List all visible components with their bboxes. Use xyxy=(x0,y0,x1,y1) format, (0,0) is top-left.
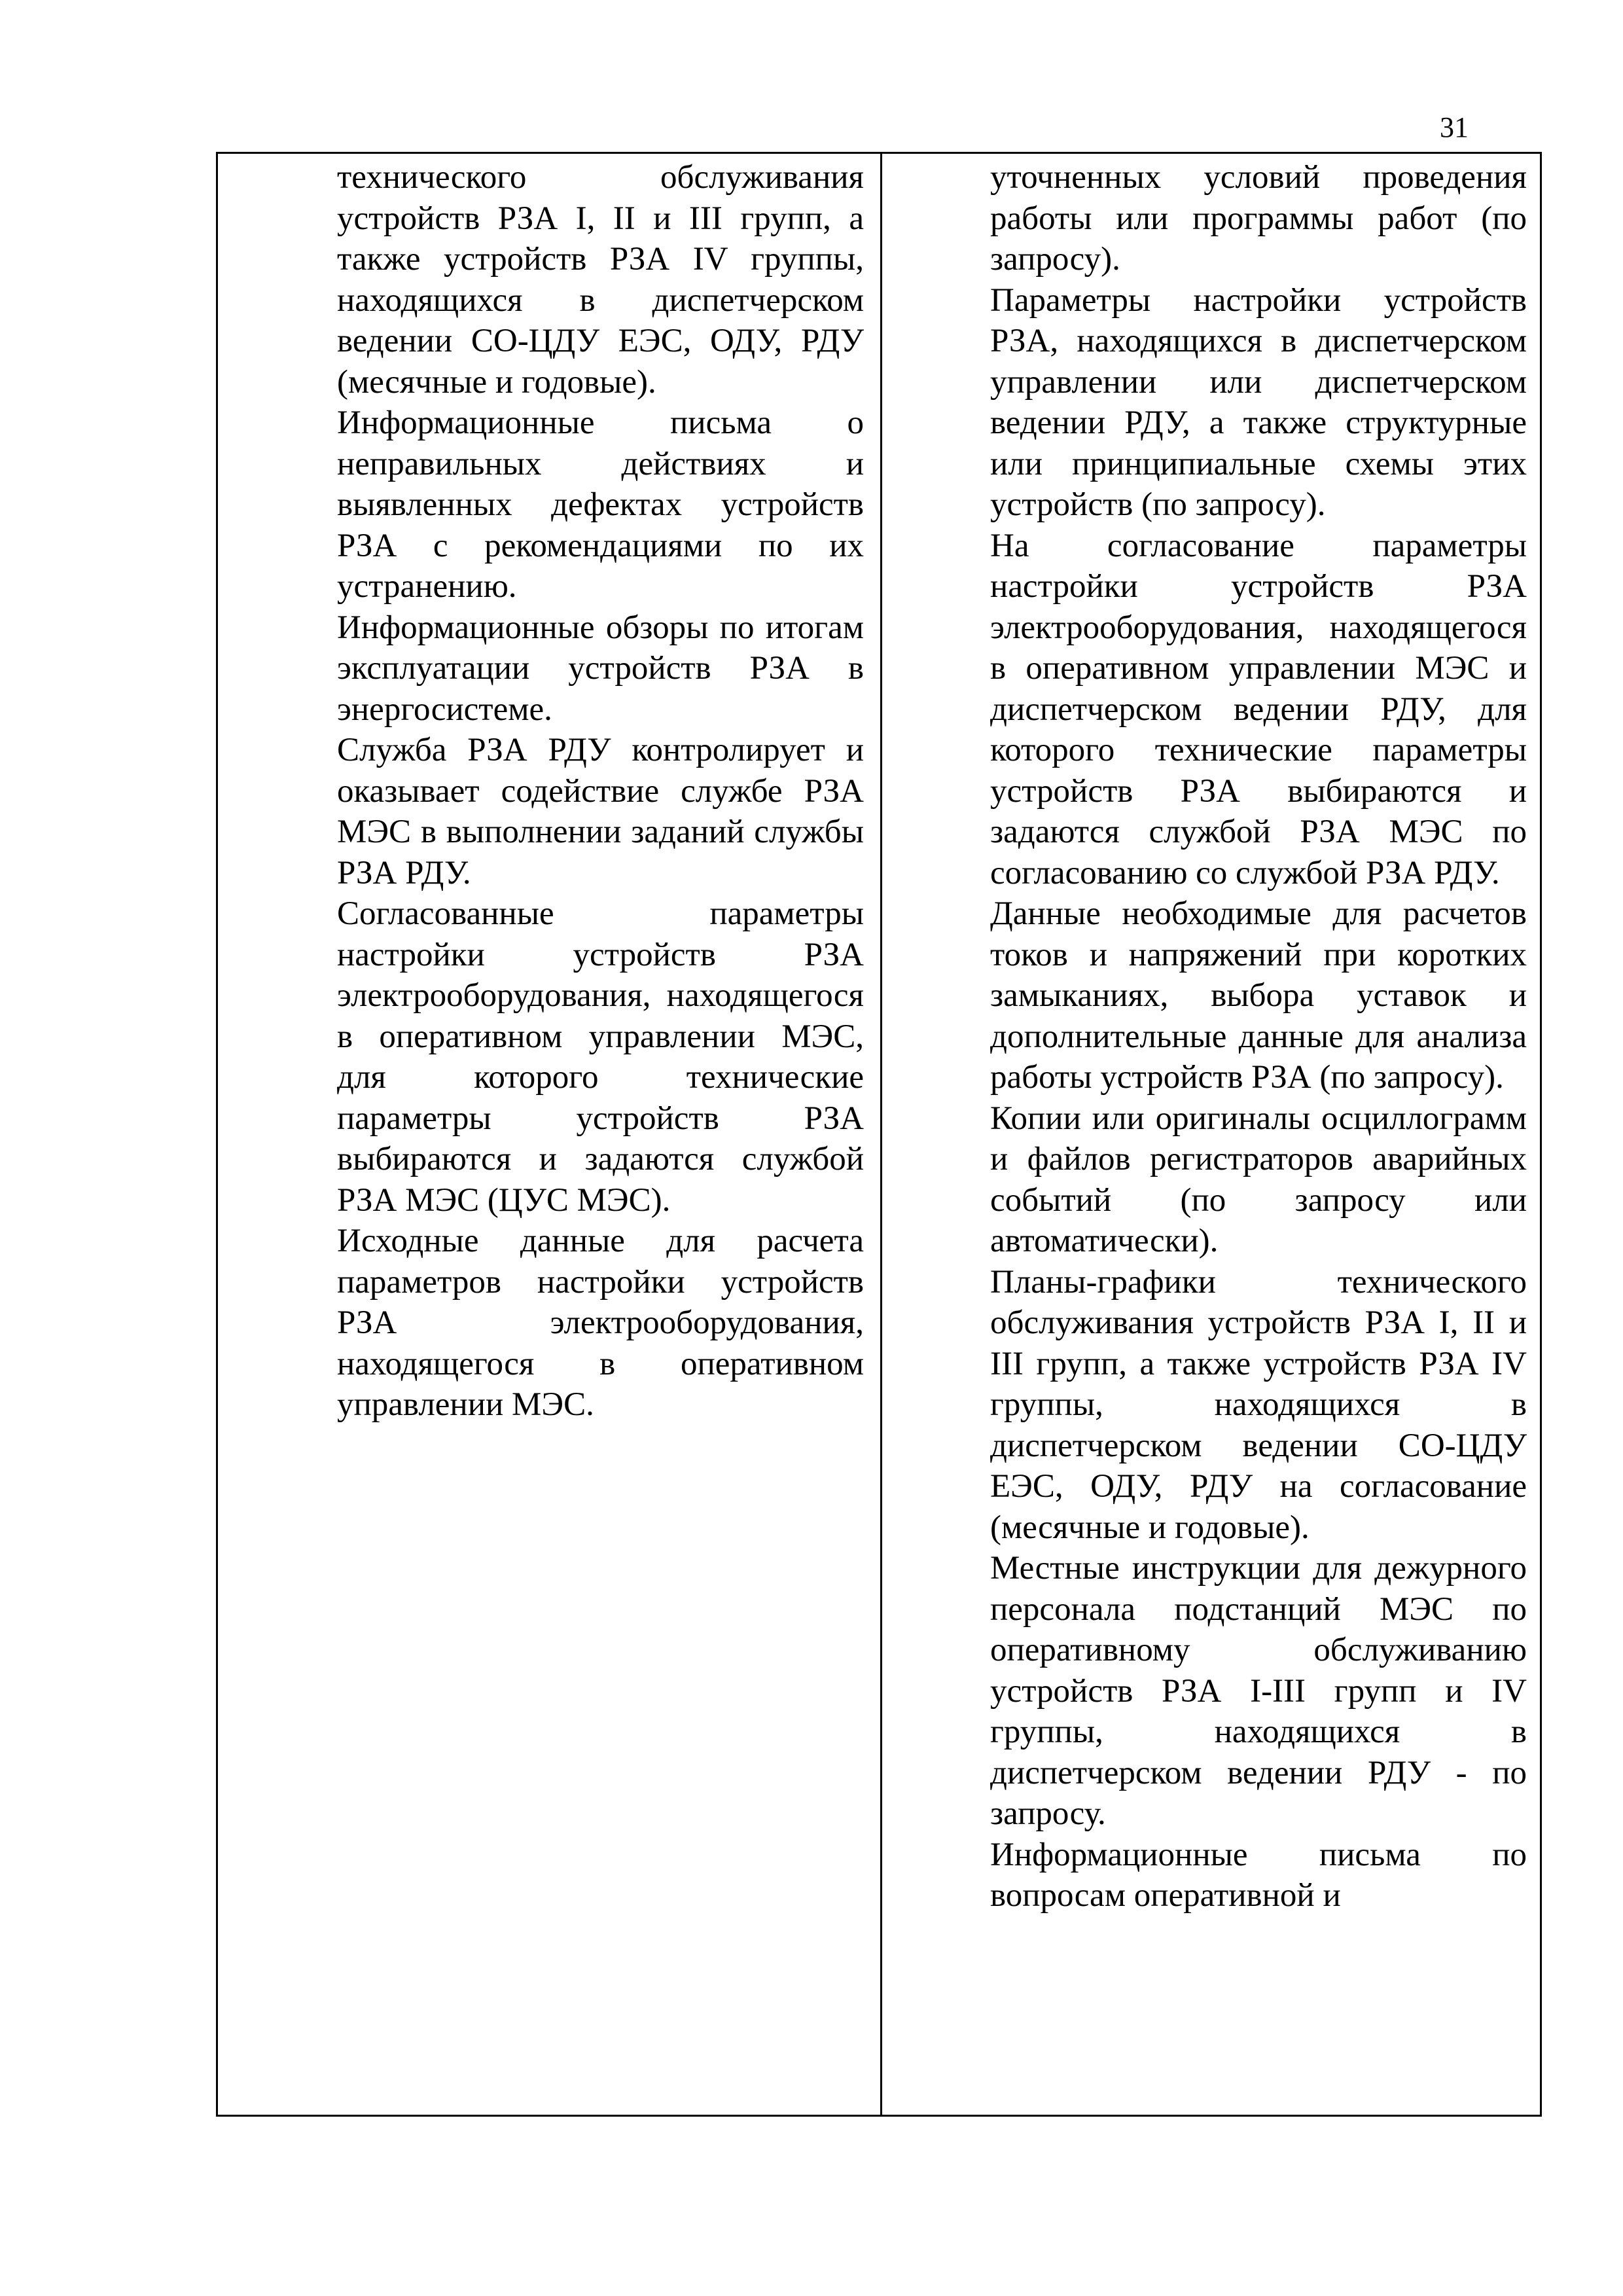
right-paragraph: Параметры настройки устройств РЗА, находящихся в диспетчерском управлении или диспетчерском ведении РДУ, а также структурные или принципиальные схемы этих устройств (по запросу). xyxy=(990,281,1527,523)
right-paragraph: Планы-графики технического обслуживания устройств РЗА I, II и III групп, а также устройств РЗА IV группы, находящихся в диспетчерском ведении СО-ЦДУ ЕЭС, ОДУ, РДУ на согласование (месячные и годовые). xyxy=(990,1263,1527,1546)
right-paragraph: Данные необходимые для расчетов токов и напряжений при коротких замыканиях, выбора уставок и дополнительные данные для анализа работы устройств РЗА (по запросу). xyxy=(990,895,1527,1096)
column-divider xyxy=(880,154,882,2115)
right-paragraph: уточненных условий проведения работы или программы работ (по запросу). xyxy=(990,159,1527,278)
right-paragraph: На согласование параметры настройки устройств РЗА электрооборудования, находящегося в оперативном управлении МЭС и диспетчерском ведении РДУ, для которого технические параметры устройств РЗА выбираются и задаются службой РЗА МЭС по согласованию со службой РЗА РДУ. xyxy=(990,527,1527,891)
left-paragraph: Исходные данные для расчета параметров настройки устройств РЗА электрооборудования, находящегося в оперативном управлении МЭС. xyxy=(337,1223,864,1423)
right-paragraph: Копии или оригиналы осциллограмм и файлов регистраторов аварийных событий (по запросу или автоматически). xyxy=(990,1100,1527,1259)
page-number: 31 xyxy=(1440,111,1469,143)
left-paragraph: Информационные обзоры по итогам эксплуатации устройств РЗА в энергосистеме. xyxy=(337,609,864,728)
left-paragraph: Служба РЗА РДУ контролирует и оказывает содействие службе РЗА МЭС в выполнении заданий службы РЗА РДУ. xyxy=(337,732,864,891)
right-paragraph: Местные инструкции для дежурного персонала подстанций МЭС по оперативному обслуживанию устройств РЗА I-III групп и IV группы, находящихся в диспетчерском ведении РДУ - по запросу. xyxy=(990,1550,1527,1832)
left-paragraph: технического обслуживания устройств РЗА I, II и III групп, а также устройств РЗА IV группы, находящихся в диспетчерском ведении СО-ЦДУ ЕЭС, ОДУ, РДУ (месячные и годовые). xyxy=(337,159,864,401)
right-paragraph: Информационные письма по вопросам оперативной и xyxy=(990,1836,1527,1914)
content-table xyxy=(216,152,1542,2117)
left-paragraph: Согласованные параметры настройки устройств РЗА электрооборудования, находящегося в оперативном управлении МЭС, для которого технические параметры устройств РЗА выбираются и задаются службой РЗА МЭС (ЦУС МЭС). xyxy=(337,895,864,1219)
table-cell-left xyxy=(337,157,864,2115)
table-cell-right xyxy=(990,157,1527,2115)
left-paragraph: Информационные письма о неправильных действиях и выявленных дефектах устройств РЗА с рекомендациями по их устранению. xyxy=(337,404,864,605)
